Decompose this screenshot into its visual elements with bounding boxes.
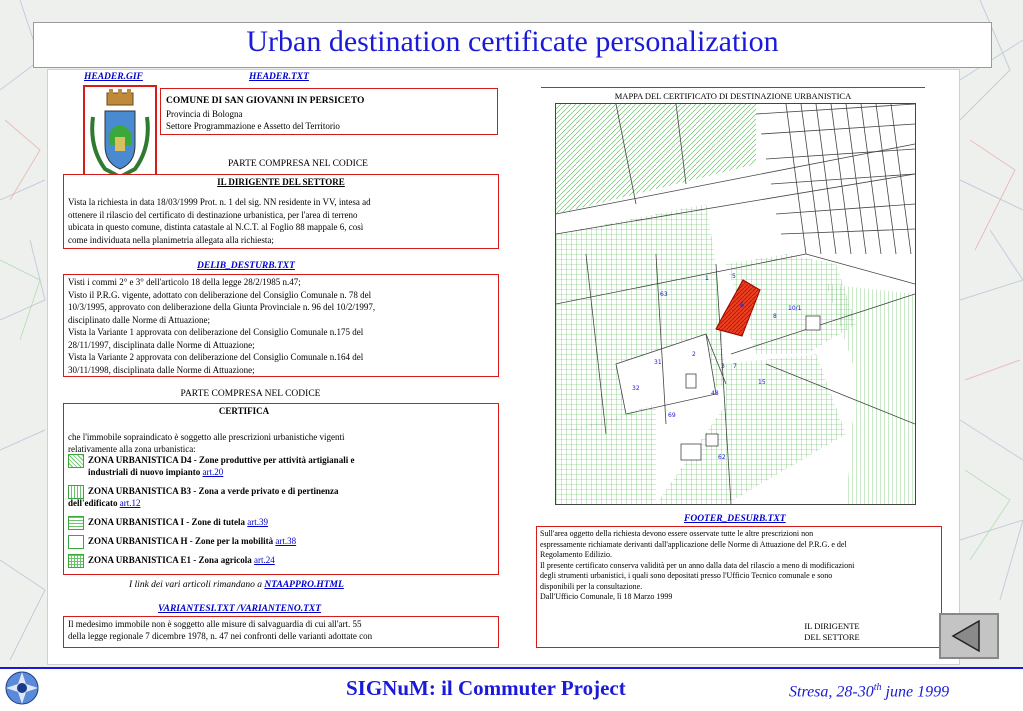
zone-d4-desc: - Zone produttive per attività artigianali e [191,455,355,466]
header-box [160,88,498,135]
slide-title: Urban destination certificate personalization [246,25,779,58]
header-gif-label: HEADER.GIF [84,72,143,82]
footer-certificate-box [536,526,942,648]
zone-b3-desc2: dell'edificato [68,498,118,508]
signature-block [777,621,887,642]
deliberation-text [68,276,375,376]
signature-line: DEL SETTORE [804,631,860,642]
zone-i-name: ZONA URBANISTICA I [88,517,185,528]
zone-e1-name: ZONA URBANISTICA E1 [88,555,192,566]
parcel-number: 2 [692,351,696,358]
parcel-number: 7 [733,363,737,370]
zone-d4-link[interactable]: art.20 [202,467,224,477]
certificate-document [47,69,960,665]
zone-h-name: ZONA URBANISTICA H [88,536,188,547]
dirigente-heading: IL DIRIGENTE DEL SETTORE [217,177,345,187]
provincia-name: Provincia di Bologna [166,109,243,119]
zone-d4-desc2: industriali di nuovo impianto [88,467,201,477]
footer-date-prefix: Stresa, 28-30 [789,683,874,701]
zone-row-e1 [68,554,275,568]
parcel-number: 5 [732,273,736,280]
back-arrow-icon [941,615,997,657]
footer-line: Sull'area oggetto della richiesta devono essere osservate tutte le altre prescrizioni non [540,529,814,538]
footer-date [789,682,949,701]
signum-logo-icon [4,670,40,706]
links-note-text: I link dei vari articoli rimandano a [129,580,262,590]
variante-line: Il medesimo immobile non è soggetto alle misure di salvaguardia di cui all'art. 55 [68,619,362,629]
certifica-intro: che l'immobile sopraindicato è soggetto alle prescrizioni urbanistiche vigenti [68,432,345,442]
footer-line: degli strumenti urbanistici, i quali sono depositati presso l'Ufficio Tecnico comunale e sono [540,571,833,580]
zone-e1-link[interactable]: art.24 [254,555,275,566]
deliberation-line: Visto il P.R.G. vigente, adottato con deliberazione del Consiglio Comunale n. 78 del [68,289,372,300]
footer-project-title: SIGNuM: il Commuter Project [346,676,626,700]
zone-b3-desc: - Zona a verde privato e di pertinenza [191,486,339,497]
footer-date-suffix: june 1999 [881,683,950,701]
footer-certificate-text [540,529,854,603]
zone-row-d4-cont [88,466,223,479]
parcel-number: 63 [660,291,668,298]
parcel-number: 6 [740,302,744,309]
parcel-number: 15 [758,379,766,386]
header-txt-label: HEADER.TXT [249,72,309,82]
parcel-number: 62 [718,454,726,461]
parcel-number: 48 [711,390,719,397]
deliberation-line: disciplinato dalle Norme di Attuazione; [68,314,210,325]
certifica-heading: CERTIFICA [218,406,270,416]
delib-desturb-label: DELIB_DESTURB.TXT [197,261,295,271]
zone-row-h [68,535,296,549]
variante-line: della legge regionale 7 dicembre 1978, n. 47 nei confronti delle varianti adottate con [68,631,373,641]
variantesi-label: VARIANTESI.TXT /VARIANTENO.TXT [158,604,322,614]
dirigente-line: ubicata in questo comune, distinta catastale al N.C.T. al Foglio 88 mappale 6, così [68,222,364,232]
zone-h-desc: - Zone per la mobilità [187,536,274,547]
deliberation-line: 28/11/1997, disciplinata dalle Norme di Attuazione; [68,339,255,350]
urban-map[interactable] [555,103,916,505]
certifica-box [63,403,499,575]
links-target[interactable]: NTAAPPRO.HTML [264,580,344,590]
parcel-number: 8 [773,313,777,320]
parcel-number: 32 [632,385,640,392]
parte-compresa-heading-2: PARTE COMPRESA NEL CODICE [180,389,321,399]
parcel-number: 1 [705,275,709,282]
dirigente-text [68,196,371,246]
parcel-number: 31 [654,359,662,366]
variante-box [63,616,499,648]
links-note [129,579,344,592]
footer-line: Il presente certificato conserva validità per un anno dalla data del rilascio a meno di modificazioni [540,560,855,570]
footer-line: Dall'Ufficio Comunale, lì 18 Marzo 1999 [540,592,673,601]
parcel-number: 3 [721,363,725,370]
dirigente-line: come individuata nella planimetria allegata alla richiesta; [68,234,274,245]
zone-row-b3-cont [68,497,141,510]
zone-h-swatch [68,535,84,549]
urban-map-drawing [556,104,915,504]
zone-d4-swatch [68,454,84,468]
deliberation-line: Visti i commi 2° e 3° dell'articolo 18 della legge 28/2/1985 n.47; [68,277,301,287]
deliberation-line: 10/3/1995, approvato con deliberazione della Giunta Provinciale n. 96 del 10/2/1997, [68,302,376,312]
deliberation-line: 30/11/1998, disciplinata dalle Norme di Attuazione; [68,364,255,375]
zone-i-link[interactable]: art.39 [247,517,269,528]
zone-b3-link[interactable]: art.12 [119,498,141,508]
signature-line: IL DIRIGENTE [804,621,860,631]
certifica-intro: relativamente alla zona urbanistica: [68,444,196,454]
footer-desurb-label: FOOTER_DESURB.TXT [684,514,786,524]
deliberation-line: Vista la Variante 2 approvata con deliberazione del Consiglio Comunale n.164 del [68,352,364,362]
parte-compresa-heading-1: PARTE COMPRESA NEL CODICE [228,159,368,169]
footer-line: Regolamento Edilizio. [540,550,612,559]
parcel-number: 69 [668,412,676,419]
slide-title-box [33,22,992,68]
dirigente-box [63,174,499,249]
deliberation-line: Vista la Variante 1 approvata con deliberazione del Consiglio Comunale n.175 del [68,327,364,337]
signum-logo-drawing [4,670,40,706]
settore-name: Settore Programmazione e Assetto del Territorio [166,121,340,131]
zone-h-link[interactable]: art.38 [275,536,297,547]
previous-slide-button[interactable] [939,613,999,659]
dirigente-line: ottenere il rilascio del certificato di destinazione urbanistica, per l'area di terreno [68,209,358,220]
zone-b3-name: ZONA URBANISTICA B3 [88,486,192,497]
footer-date-sup: th [873,682,882,693]
zone-e1-desc: - Zona agricola [191,555,252,566]
zone-e1-swatch [68,554,84,568]
footer-line: espressamente richiamate derivanti dall'applicazione delle Norme di Attuazione del P.R.G. e del [540,539,847,549]
zone-i-swatch [68,516,84,530]
dirigente-line: Vista la richiesta in data 18/03/1999 Prot. n. 1 del sig. NN residente in VV, intesa ad [68,197,371,207]
parcel-number: 10/1 [788,305,802,312]
zone-i-desc: - Zone di tutela [184,517,246,528]
deliberation-box [63,274,499,377]
map-top-rule [541,87,925,88]
zone-row-i [68,516,268,530]
comune-name: COMUNE DI SAN GIOVANNI IN PERSICETO [166,96,365,106]
zone-d4-name: ZONA URBANISTICA D4 [88,455,192,466]
footer-line: disponibili per la consultazione. [540,581,643,591]
map-title: MAPPA DEL CERTIFICATO DI DESTINAZIONE URBANISTICA [614,91,852,101]
